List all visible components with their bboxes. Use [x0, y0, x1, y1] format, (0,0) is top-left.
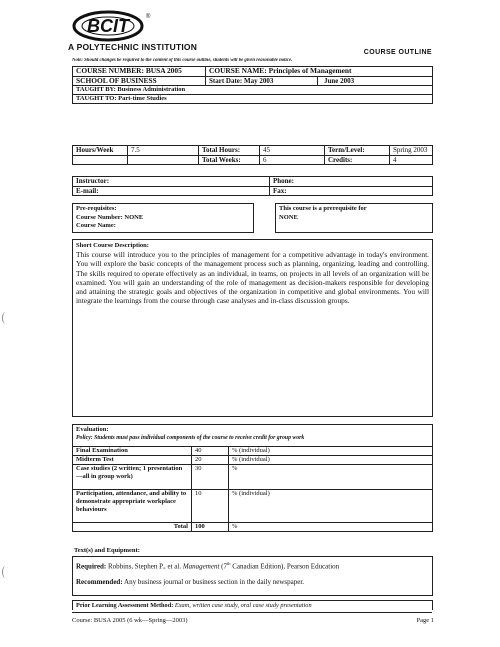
- change-notice: Note: Should changes be required to the content of this course outline, students will be given reasonable notice.: [72, 58, 293, 63]
- texts-box: [72, 556, 433, 596]
- svg-text:®: ®: [146, 14, 151, 20]
- required-label: Required:: [76, 562, 107, 571]
- footer-course: Course: BUSA 2005 (6 wk—Spring—2003): [72, 617, 188, 624]
- taught-to-label: TAUGHT TO:: [76, 95, 117, 102]
- school-name: SCHOOL OF BUSINESS: [73, 76, 206, 86]
- course-name: Principles of Management: [268, 66, 352, 75]
- eval-total-unit: %: [229, 523, 433, 532]
- fax-label: Fax:: [270, 186, 433, 196]
- credits: 4: [390, 155, 433, 165]
- eval-type: % (individual): [229, 447, 433, 456]
- evaluation-table: [72, 446, 433, 532]
- recommended-label: Recommended:: [76, 578, 123, 587]
- evaluation-policy: Policy: Students must pass individual components of the course to receive credit for group work: [76, 435, 305, 441]
- term-label: Term/Level:: [325, 146, 390, 156]
- total-hours: 45: [260, 146, 325, 156]
- bcit-logo: [68, 8, 158, 42]
- eval-weight: 20: [192, 456, 229, 465]
- eval-weight: 10: [192, 490, 229, 523]
- required-author: Robbins, Stephen P., et al.: [107, 562, 182, 571]
- eval-item: Participation, attendance, and ability to demonstrate appropriate workplace behaviours: [73, 490, 192, 523]
- end-date: June 2003: [318, 76, 433, 86]
- total-weeks-label: Total Weeks:: [199, 155, 260, 165]
- eval-total: 100: [192, 523, 229, 532]
- start-date-label: Start Date:: [209, 76, 243, 85]
- description-text: This course will introduce you to the principles of management for a competitive advantage in today's environment. You will explore the basic concepts of the management process such as planning, organizing, leading and controlling. The skills required to operate effectively as an individual, in teams, on projects in all levels of an organization will be examined. You will gain an understanding of the role of management as decision-makers responsible for developing and attaining the strategic goals and objectives of the organization in competitive and global environments. You will integrate the learnings from the course through case analyses and in-class discussion groups.: [76, 250, 429, 306]
- eval-weight: 40: [192, 447, 229, 456]
- prereq-label: Pre-requisites:: [76, 205, 117, 212]
- required-title: Management: [182, 562, 220, 571]
- instructor-label: Instructor:: [73, 177, 270, 187]
- eval-type: %: [229, 465, 433, 490]
- eval-item: Case studies (2 written; 1 presentation—all in group work): [73, 465, 192, 490]
- taught-by: Business Administration: [117, 86, 186, 93]
- phone-label: Phone:: [270, 177, 433, 187]
- document-label: COURSE OUTLINE: [363, 49, 432, 56]
- description-box: [72, 239, 433, 417]
- credits-label: Credits:: [325, 155, 390, 165]
- footer-divider: [72, 612, 432, 613]
- scan-mark: [2, 566, 9, 578]
- pla-box: [72, 600, 433, 610]
- eval-type: % (individual): [229, 456, 433, 465]
- required-edition-suffix: th: [226, 561, 231, 566]
- prereq-course-number: NONE: [124, 214, 144, 221]
- recommended-text: Any business journal or business section in the daily newspaper.: [124, 578, 305, 587]
- required-publisher: Canadian Edition), Pearson Education: [232, 562, 340, 571]
- total-hours-label: Total Hours:: [199, 146, 260, 156]
- eval-total-label: Total: [73, 523, 192, 532]
- term: Spring 2003: [390, 146, 433, 156]
- eval-weight: 30: [192, 465, 229, 490]
- hours-table: [72, 145, 433, 165]
- hours-week: 7.5: [128, 146, 199, 156]
- description-label: Short Course Description:: [76, 242, 149, 249]
- prereq-for: NONE: [279, 214, 298, 221]
- course-number: BUSA 2005: [145, 66, 182, 75]
- evaluation-header: [72, 424, 433, 446]
- scan-mark: [2, 312, 9, 324]
- table-row: [73, 447, 433, 456]
- table-row: [73, 456, 433, 465]
- prereq-course-name-label: Course Name:: [76, 222, 116, 229]
- table-row: [73, 465, 433, 490]
- pla-value: Exam, written case study, oral case study presentation: [174, 602, 312, 609]
- hours-week-label: Hours/Week: [73, 146, 128, 156]
- course-name-label: COURSE NAME:: [209, 66, 267, 75]
- eval-item: Final Examination: [73, 447, 192, 456]
- taught-to: Part-time Studies: [118, 95, 167, 102]
- start-date: May 2003: [244, 76, 274, 85]
- table-row: [73, 490, 433, 523]
- prereq-for-label: This course is a prerequisite for: [279, 205, 367, 212]
- evaluation-label: Evaluation:: [76, 426, 109, 433]
- course-number-label: COURSE NUMBER:: [76, 66, 144, 75]
- contact-table: [72, 176, 433, 196]
- email-label: E-mail:: [73, 186, 270, 196]
- total-weeks: 6: [260, 155, 325, 165]
- course-info-table: [72, 66, 433, 104]
- table-row: [73, 523, 433, 532]
- institution-name: A POLYTECHNIC INSTITUTION: [68, 42, 198, 52]
- eval-item: Midterm Test: [73, 456, 192, 465]
- required-edition: (7: [221, 562, 227, 571]
- prerequisites-box: [72, 203, 254, 233]
- prereq-course-number-label: Course Number:: [76, 214, 123, 221]
- pla-label: Prior Learning Assessment Method:: [76, 602, 174, 609]
- eval-type: % (individual): [229, 490, 433, 523]
- taught-by-label: TAUGHT BY:: [76, 86, 116, 93]
- texts-label: Text(s) and Equipment:: [74, 547, 140, 554]
- page-number: Page 1: [416, 617, 434, 624]
- prereq-for-box: [275, 203, 433, 233]
- logo-text: BCIT: [87, 16, 129, 36]
